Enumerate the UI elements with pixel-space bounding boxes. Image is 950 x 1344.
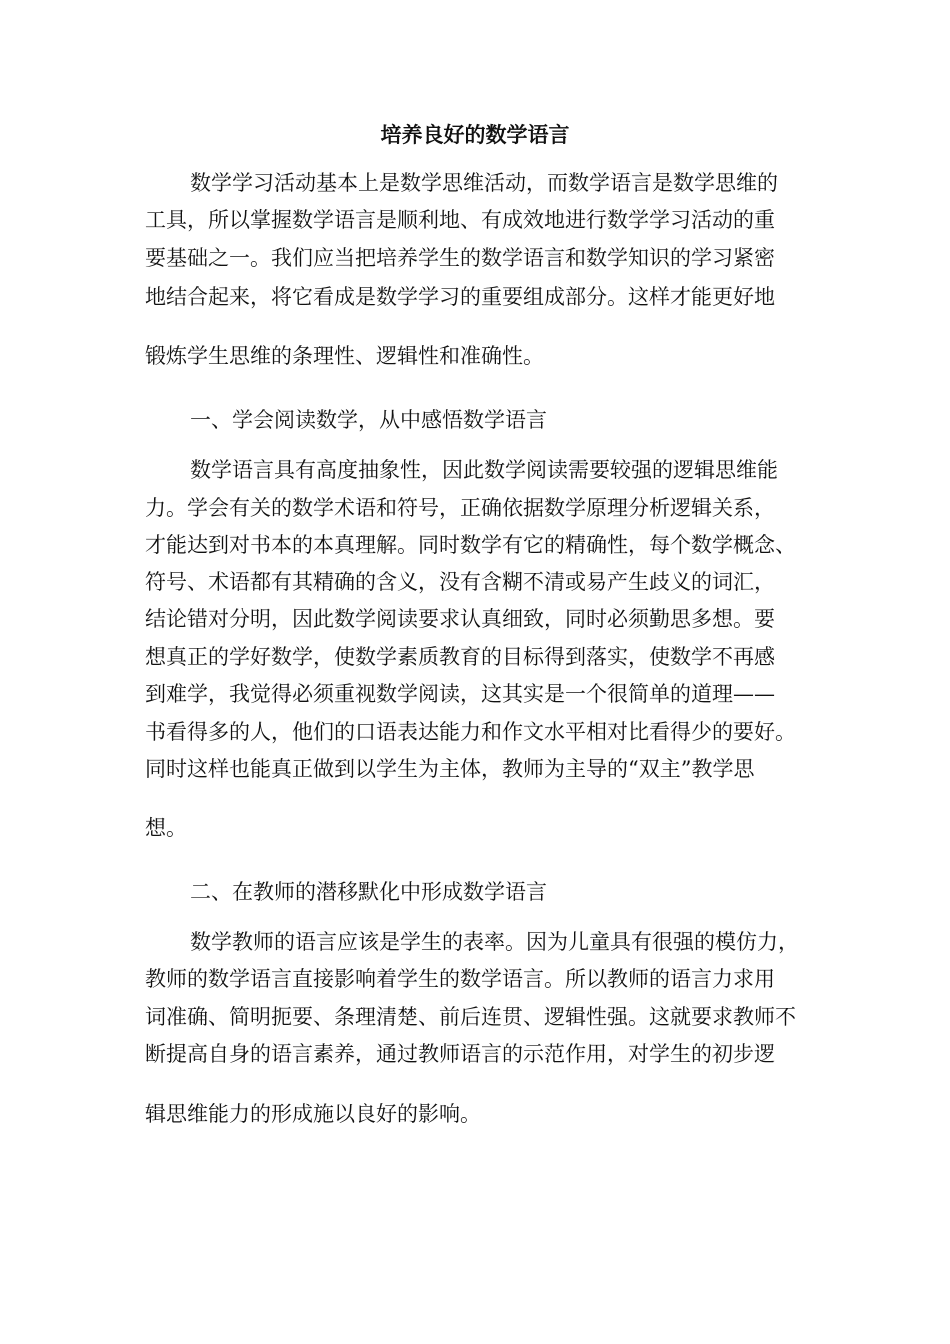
section-heading-2: 二、在教师的潜移默化中形成数学语言 (190, 880, 547, 904)
paragraph-line: 想。 (145, 816, 187, 840)
paragraph-line: 辑思维能力的形成施以良好的影响。 (145, 1102, 481, 1126)
paragraph-line: 数学教师的语言应该是学生的表率。因为儿童具有很强的模仿力， (190, 930, 799, 954)
paragraph-line: 书看得多的人，他们的口语表达能力和作文水平相对比看得少的要好。 (145, 720, 796, 744)
paragraph-line: 锻炼学生思维的条理性、逻辑性和准确性。 (145, 344, 544, 368)
paragraph-line: 教师的数学语言直接影响着学生的数学语言。所以教师的语言力求用 (145, 967, 775, 991)
paragraph-line: 同时这样也能真正做到以学生为主体，教师为主导的“双主”教学思 (145, 757, 755, 781)
paragraph-line: 符号、术语都有其精确的含义，没有含糊不清或易产生歧义的词汇， (145, 570, 775, 594)
paragraph-line: 断提高自身的语言素养，通过教师语言的示范作用，对学生的初步逻 (145, 1042, 775, 1066)
paragraph-line: 数学语言具有高度抽象性，因此数学阅读需要较强的逻辑思维能 (190, 458, 778, 482)
section-heading-1: 一、学会阅读数学，从中感悟数学语言 (190, 408, 547, 432)
paragraph-line: 结论错对分明，因此数学阅读要求认真细致，同时必须勤思多想。要 (145, 607, 775, 631)
paragraph-line: 地结合起来，将它看成是数学学习的重要组成部分。这样才能更好地 (145, 285, 775, 309)
paragraph-line: 工具，所以掌握数学语言是顺利地、有成效地进行数学学习活动的重 (145, 208, 775, 232)
paragraph-line: 力。学会有关的数学术语和符号，正确依据数学原理分析逻辑关系， (145, 496, 775, 520)
document-title: 培养良好的数学语言 (380, 122, 570, 147)
paragraph-line: 到难学，我觉得必须重视数学阅读，这其实是一个很简单的道理—— (145, 682, 775, 706)
paragraph-line: 才能达到对书本的本真理解。同时数学有它的精确性，每个数学概念、 (145, 533, 796, 557)
paragraph-line: 要基础之一。我们应当把培养学生的数学语言和数学知识的学习紧密 (145, 246, 775, 270)
paragraph-line: 词准确、简明扼要、条理清楚、前后连贯、逻辑性强。这就要求教师不 (145, 1005, 796, 1029)
paragraph-line: 想真正的学好数学，使数学素质教育的目标得到落实，使数学不再感 (145, 645, 775, 669)
paragraph-line: 数学学习活动基本上是数学思维活动，而数学语言是数学思维的 (190, 171, 778, 195)
